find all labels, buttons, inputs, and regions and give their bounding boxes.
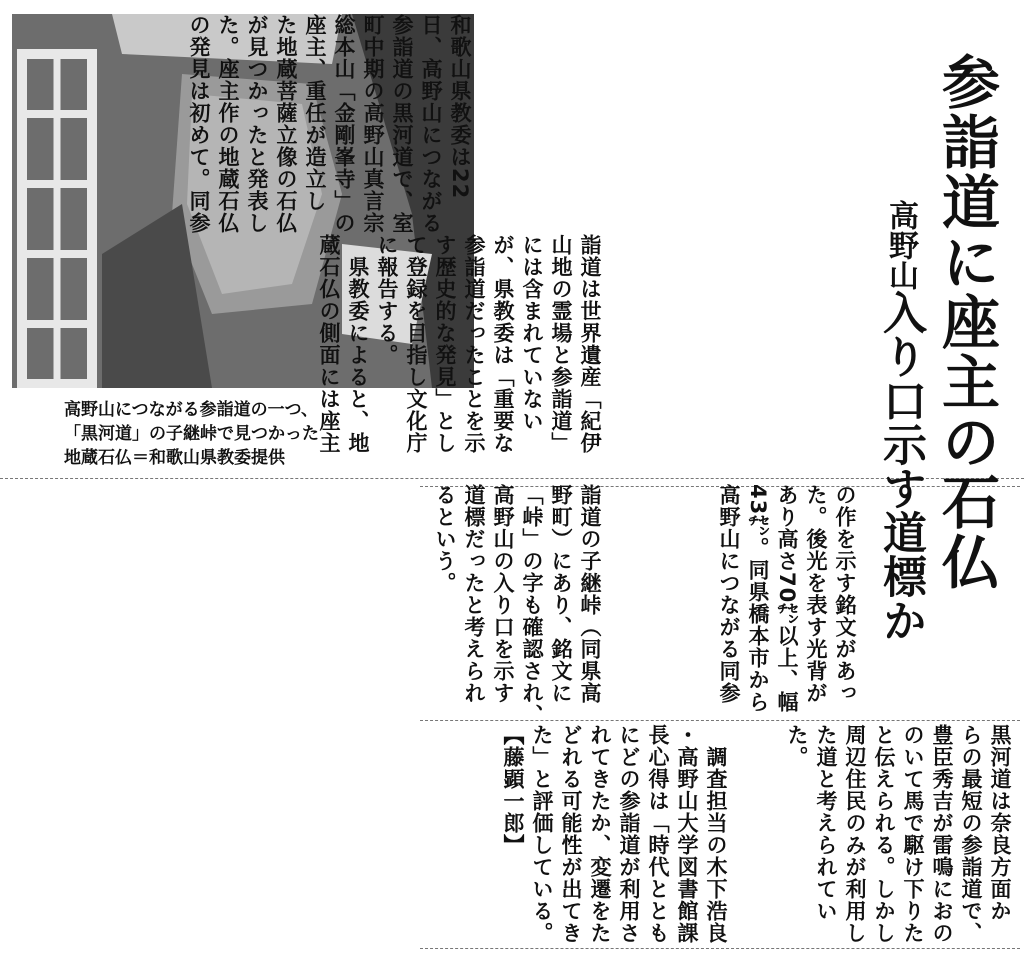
text-column: にどの参詣道が利用さ xyxy=(617,724,641,944)
text-column: 町中期の高野山真言宗 xyxy=(361,14,385,234)
text-column: るという。 xyxy=(433,484,457,594)
text-column: 調査担当の木下浩良 xyxy=(704,724,728,944)
text-column: 「峠」の字も確認され、 xyxy=(520,484,544,726)
text-column: 座主、重任が造立し xyxy=(303,14,327,212)
subhead-location: 高野山 xyxy=(883,200,918,290)
text-column: の発見は初めて。同参 xyxy=(187,14,211,234)
text-column: あり高さ70㌢以上、幅 xyxy=(775,484,799,714)
article-block-4 xyxy=(430,484,604,726)
text-column: 43㌢。同県橋本市から xyxy=(746,484,770,714)
text-column: 参詣道の黒河道で、室 xyxy=(390,14,414,234)
text-column: の作を示す銘文があっ xyxy=(833,484,857,704)
byline: 【藤顕一郎】 xyxy=(501,724,525,856)
text-column: た地蔵菩薩立像の石仏 xyxy=(274,14,298,234)
text-column: た。後光を表す光背が xyxy=(804,484,828,704)
text-column: のいて馬で駆け下りた xyxy=(901,724,925,944)
text-column: 高野山の入り口を示す xyxy=(491,484,515,704)
text-column: す歴史的な発見」とし xyxy=(433,234,457,454)
text-column: どれる可能性が出てき xyxy=(559,724,583,944)
text-column: 山地の霊場と参詣道」 xyxy=(549,234,573,454)
text-column: 和歌山県教委は22 xyxy=(448,14,472,200)
article-block-2 xyxy=(314,234,604,474)
text-column: らの最短の参詣道で、 xyxy=(959,724,983,944)
text-column: ・高野山大学図書館課 xyxy=(675,724,699,944)
text-column: には含まれていない xyxy=(520,234,544,432)
text-column: た」と評価している。 xyxy=(530,724,554,944)
headline: 参詣道に座主の石仏 xyxy=(932,52,1000,592)
text-column: 蔵石仏の側面には座主 xyxy=(317,234,341,454)
text-column: た道と考えられてい xyxy=(814,724,838,922)
divider xyxy=(420,948,1020,949)
text-column: 日、高野山につながる xyxy=(419,14,443,234)
text-column: た。 xyxy=(785,724,809,768)
subheadline xyxy=(876,200,924,642)
text-column: れてきたか、変遷をた xyxy=(588,724,612,944)
caption-line: 地蔵石仏＝和歌山県教委提供 xyxy=(64,448,285,468)
subhead-main: 入り口示す道標か xyxy=(875,290,926,642)
text-column: 総本山「金剛峯寺」の xyxy=(332,14,356,234)
text-column: 高野山につながる同参 xyxy=(717,484,741,704)
text-column: 野町）にあり、銘文に xyxy=(549,484,573,704)
caption-line: 高野山につながる参詣道の一つ、 xyxy=(64,400,318,420)
text-column: と伝えられる。しかし xyxy=(872,724,896,944)
text-column: 黒河道は奈良方面か xyxy=(988,724,1012,922)
text-column: が、県教委は「重要な xyxy=(491,234,515,454)
text-column: 道標だったと考えられ xyxy=(462,484,486,704)
text-column: 県教委によると、地 xyxy=(346,234,370,454)
article-block-3 xyxy=(714,484,859,714)
article-block-5 xyxy=(782,724,1014,944)
text-column: 参詣道だったことを示 xyxy=(462,234,486,454)
divider xyxy=(0,478,1024,479)
text-column: 詣道の子継峠（同県高 xyxy=(578,484,602,704)
text-column: 豊臣秀吉が雷鳴におの xyxy=(930,724,954,944)
text-column: た。座主作の地蔵石仏 xyxy=(216,14,240,234)
text-column: に報告する。 xyxy=(375,234,399,366)
text-column: 長心得は「時代ととも xyxy=(646,724,670,944)
text-column: て登録を目指し文化庁 xyxy=(404,234,428,454)
text-column: 周辺住民のみが利用し xyxy=(843,724,867,944)
divider xyxy=(420,720,1020,721)
text-column: が見つかったと発表し xyxy=(245,14,269,234)
article-block-6 xyxy=(498,724,730,944)
caption-line: 「黒河道」の子継峠で見つかった xyxy=(64,424,319,444)
text-column: 詣道は世界遺産「紀伊 xyxy=(578,234,602,454)
